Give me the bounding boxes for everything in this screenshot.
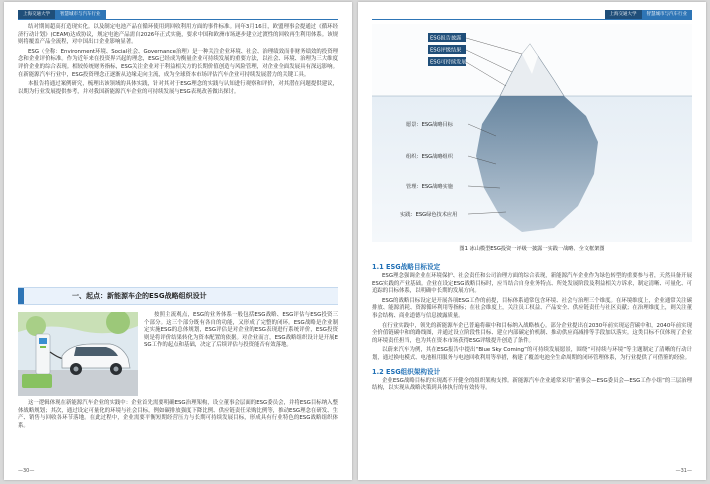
page-number: —31— xyxy=(675,468,692,474)
header-school: 上海交通大学 xyxy=(605,10,642,19)
label-organization: 组织：ESG战略组织 xyxy=(406,154,453,160)
header-rule xyxy=(372,19,692,20)
label-esg-rating: ESG评级结果 xyxy=(430,47,462,54)
paragraph: 在行业实践中，领先的新能源车企已普遍将碳中和目标纳入战略核心。部分企业提出在2030年前实现运营碳中和，2040年前实现全价值链碳中和的路线图，并通过设立阶段性目标、建立内部碳定价机制、推动供应商减排等手段加以落实。这类目标不仅体现了企业的环境责任担当，也为其在资本市场获得ESG评级提升创造了条件。 xyxy=(372,322,692,344)
label-esg-report: ESG报告披露 xyxy=(430,35,462,42)
label-practice: 实践：ESG绿色技术应用 xyxy=(400,212,458,218)
ev-charging-photo xyxy=(18,312,138,396)
header-rule xyxy=(18,19,338,20)
iceberg-figure xyxy=(372,24,692,242)
figure-caption: 图1 冰山模型ESG投资一评级一披露一实践一战略、全文框架图 xyxy=(459,246,605,252)
wrap-text xyxy=(144,312,338,350)
body-text-bottom xyxy=(18,400,338,430)
subsection-heading: 1.1 ESG战略目标设定 xyxy=(372,263,441,271)
paragraph: 本报告将通过案例研究，梳理出该领域的具体实践，针对其对于ESG理念的实践与认知进行观察和评价，对其潜在问题提供建议，以期为行业发展提供参考，并对我国新能源汽车企业的可持续发展与ESG表现改善做出探讨。 xyxy=(18,81,338,95)
label-vision: 愿景：ESG战略目标 xyxy=(406,122,453,128)
label-management: 管理：ESG战略实施 xyxy=(406,184,453,190)
left-page xyxy=(4,2,352,480)
iceberg-diagram xyxy=(372,24,692,242)
paragraph: ESG理念强调企业在环境保护、社会责任和公司治理方面的综合表现，新能源汽车企业作为绿色转型的重要参与者，天然具备开展ESG实践的产业基础。企业在设定ESG战略目标时，应当结合自身业务特点、所处发展阶段及利益相关方诉求，制定清晰、可量化、可追踪的目标体系，以明确中长期的发展方向。 xyxy=(372,273,692,295)
running-header xyxy=(605,10,693,19)
right-page xyxy=(358,2,706,480)
paragraph: 企业ESG战略目标的实现离不开健全的组织架构支撑。新能源汽车企业通常采用“董事会—ESG委员会—ESG工作小组”的三层治理结构，以实现从战略决策到具体执行的有效传导。 xyxy=(372,377,692,392)
section-banner xyxy=(18,287,338,305)
header-school: 上海交通大学 xyxy=(18,10,55,19)
section-marker xyxy=(18,288,24,304)
header-series: 智慧城市与汽车行业 xyxy=(642,10,693,19)
body-text-top xyxy=(18,24,338,96)
section-title xyxy=(72,291,207,301)
section-number: 一、起点： xyxy=(72,292,107,300)
label-esg-sustainability: ESG可持续发展 xyxy=(430,59,467,66)
paragraph: ESG的战略目标设定是开展各项ESG工作的前提，目标体系通常包含环境、社会与治理三个维度。在环境维度上，企业通常关注碳排放、能源消耗、资源循环利用等指标；在社会维度上，关注员工权益、产品安全、供应链责任与社区贡献；在治理维度上，则关注董事会结构、商业道德与信息披露质量。 xyxy=(372,297,692,319)
subsection-heading: 1.2 ESG组织架构设计 xyxy=(372,367,441,376)
paragraph: 以蔚来汽车为例，其在ESG报告中提出“Blue Sky Coming”的可持续发展愿景，围绕“可持续与环境”等主题制定了清晰的行动计划，通过换电模式、电池租用服务与电池回收利用等举措，构建了覆盖电池全生命周期的闭环管理体系，为行业提供了可借鉴的经验。 xyxy=(372,347,692,361)
header-series: 智慧城市与汽车行业 xyxy=(55,10,106,19)
paragraph: 这一逻辑体现在新能源汽车企业的实践中：企业首先需要明确ESG治理架构，设立董事会层面的ESG委员会，并将ESG目标纳入整体战略规划；其次，通过设定可量化的环境与社会目标，例如碳排放强度下降比例、供应链责任采购比例等，推动ESG理念在研发、生产、销售与回收各环节落地。在此过程中，企业需要平衡短期经营压力与长期可持续发展目标，形成具有行业特色的ESG战略组织体系。 xyxy=(18,400,338,429)
running-header xyxy=(18,10,106,19)
section-heading: 新能源车企的ESG战略组织设计 xyxy=(107,292,207,300)
body-text xyxy=(372,258,692,393)
page-number: —30— xyxy=(18,468,35,474)
paragraph: ESG（全称：Environment环境、Social社会、Governance治理）是一种关注企业环境、社会、治理绩效而非财务绩效的投资理念和企业评价标准。作为近年来在投资界兴起的理念，ESG已经成为衡量企业可持续发展的重要方法，以社会、环境、治理为三大维度评价企业的综合表现。相较传统财务指标，ESG关注企业对于利益相关方的长期价值创造与风险管理，对企业全面发展具有深远影响。在新能源汽车行业中，ESG投资理念正逐渐从边缘走向主流，成为全球资本市场评估汽车企业可持续发展潜力的关键工具。 xyxy=(18,48,338,78)
paragraph: 结对期间超高打造现实化。以及制定电池产品在循环使用到回收利用方面的事件标准。同年3月16日，欧盟理事会提通过《循环经济行动计划》(CEAM)达成协议，规定电池产品需自2026年正式实施，要求中国和欧洲市场逐步建立过渡性的回收再生利用体系。该规则将覆盖产品全流程，对中国出口企业影响显著。 xyxy=(18,24,338,46)
ev-charging-image xyxy=(18,312,138,396)
paragraph: 按照主流观点，ESG的业务体系一般包括ESG战略、ESG评估与ESG投资三个部分。这三个部分既有各自的功能，又形成了完整的闭环。ESG战略是企业制定实施ESG的总体规划，ESG评估是对企业的ESG表现进行系统评价，ESG投资则是将评价结果转化为资本配置的依据。对企业而言，ESG战略组织设计是开展ESG工作的起点和基础，决定了后续评估与投资能否有效落地。 xyxy=(144,312,338,349)
